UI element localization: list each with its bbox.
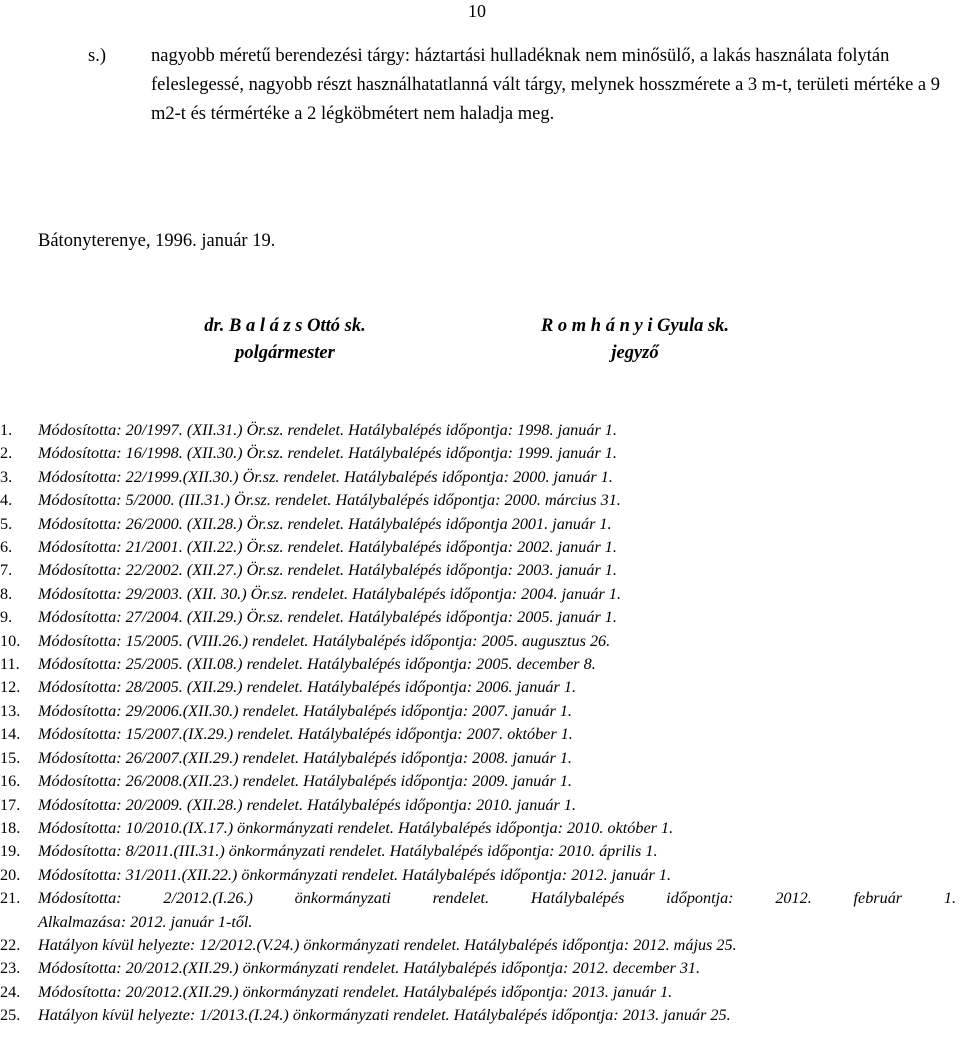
amendment-number: 18. — [0, 818, 21, 837]
item-text: nagyobb méretű berendezési tárgy: háztartási hulladéknak nem minősülő, a lakás használata folytán feleslegessé, nagyobb részt használhatatlanná vált tárgy, melynek hosszmérete a 3 m-t, területi mértéke a 9 m2-t és térmértéke a 2 légköbmétert nem haladja meg. — [151, 46, 941, 124]
amendment-text: Módosította: 20/2012.(XII.29.) önkormányzati rendelet. Hatálybalépés időpontja: 2012. december 31. — [38, 959, 701, 978]
signature-role: polgármester — [235, 343, 335, 363]
amendment-text: Módosította: 29/2006.(XII.30.) rendelet. Hatálybalépés időpontja: 2007. január 1. — [38, 701, 572, 720]
amendment-text: Hatályon kívül helyezte: 12/2012.(V.24.) önkormányzati rendelet. Hatálybalépés időpontja: 2012. május 25. — [38, 935, 737, 954]
amendment-item — [0, 723, 960, 746]
amendment-number: 17. — [0, 795, 21, 814]
item-marker: s.) — [88, 46, 106, 66]
amendment-text: Módosította: 22/1999.(XII.30.) Ör.sz. rendelet. Hatálybalépés időpontja: 2000. január 1. — [38, 467, 613, 486]
amendment-text: Módosította: 29/2003. (XII. 30.) Ör.sz. rendelet. Hatálybalépés időpontja: 2004. január 1. — [38, 584, 621, 603]
amendment-item — [0, 747, 960, 770]
amendment-number: 16. — [0, 772, 21, 791]
signature-name: dr. B a l á z s Ottó sk. — [204, 316, 366, 336]
amendment-text: Módosította: 26/2000. (XII.28.) Ör.sz. rendelet. Hatálybalépés időpontja 2001. január 1. — [38, 514, 612, 533]
amendment-text: Módosította: 22/2002. (XII.27.) Ör.sz. rendelet. Hatálybalépés időpontja: 2003. január 1. — [38, 561, 617, 580]
amendment-number: 11. — [0, 655, 20, 674]
amendment-text: Módosította: 31/2011.(XII.22.) önkormányzati rendelet. Hatálybalépés időpontja: 2012. január 1. — [38, 865, 672, 884]
amendment-number: 19. — [0, 842, 21, 861]
amendment-item — [0, 676, 960, 699]
amendment-number: 24. — [0, 982, 21, 1001]
amendment-text: Módosította: 20/2009. (XII.28.) rendelet. Hatálybalépés időpontja: 2010. január 1. — [38, 795, 577, 814]
amendment-number: 8. — [0, 584, 13, 603]
place-and-date: Bátonyterenye, 1996. január 19. — [38, 231, 276, 251]
amendment-number: 23. — [0, 959, 21, 978]
amendment-number: 1. — [0, 421, 13, 439]
signature-role: jegyző — [611, 343, 659, 363]
amendment-list — [0, 419, 960, 1028]
amendment-number: 7. — [0, 561, 13, 580]
amendment-text: Módosította: 28/2005. (XII.29.) rendelet. Hatálybalépés időpontja: 2006. január 1. — [38, 678, 577, 697]
amendment-continuation: Alkalmazása: 2012. január 1-től. — [38, 912, 253, 931]
amendment-number: 2. — [0, 444, 13, 463]
amendment-number: 22. — [0, 935, 21, 954]
amendment-item — [0, 700, 960, 723]
amendment-item — [0, 419, 960, 442]
amendment-number: 25. — [0, 1006, 21, 1025]
amendment-text: Módosította: 26/2007.(XII.29.) rendelet. Hatálybalépés időpontja: 2008. január 1. — [38, 748, 572, 767]
amendment-text: Módosította: 20/2012.(XII.29.) önkormányzati rendelet. Hatálybalépés időpontja: 2013. január 1. — [38, 982, 673, 1001]
amendment-item — [0, 489, 960, 512]
amendment-number: 15. — [0, 748, 21, 767]
amendment-text: Módosította: 27/2004. (XII.29.) Ör.sz. rendelet. Hatálybalépés időpontja: 2005. január 1. — [38, 608, 617, 627]
amendment-item — [0, 981, 960, 1004]
page-number: 10 — [468, 1, 486, 21]
amendment-item — [0, 887, 960, 934]
amendment-number: 4. — [0, 491, 13, 510]
amendment-item — [0, 583, 960, 606]
amendment-item — [0, 466, 960, 489]
amendment-text: Módosította: 10/2010.(IX.17.) önkormányzati rendelet. Hatálybalépés időpontja: 2010. október 1. — [38, 818, 674, 837]
amendment-item — [0, 840, 960, 863]
amendment-number: 20. — [0, 865, 21, 884]
amendment-item — [0, 536, 960, 559]
amendment-item — [0, 794, 960, 817]
amendment-number: 6. — [0, 538, 13, 557]
amendment-item — [0, 934, 960, 957]
amendment-number: 10. — [0, 631, 21, 650]
amendment-number: 3. — [0, 467, 13, 486]
amendment-number: 14. — [0, 725, 21, 744]
signature-name: R o m h á n y i Gyula sk. — [540, 316, 730, 336]
amendment-text: Módosította: 21/2001. (XII.22.) Ör.sz. rendelet. Hatálybalépés időpontja: 2002. január 1. — [38, 538, 617, 557]
amendment-number: 13. — [0, 701, 21, 720]
amendment-text: Módosította: 16/1998. (XII.30.) Ör.sz. rendelet. Hatálybalépés időpontja: 1999. január 1. — [38, 444, 617, 463]
amendment-item — [0, 630, 960, 653]
amendment-item — [0, 957, 960, 980]
amendment-item — [0, 817, 960, 840]
amendment-item — [0, 513, 960, 536]
signature-mayor — [160, 313, 410, 367]
amendment-item — [0, 559, 960, 582]
amendment-item — [0, 770, 960, 793]
amendment-text: Módosította: 25/2005. (XII.08.) rendelet. Hatálybalépés időpontja: 2005. december 8. — [38, 655, 596, 674]
amendment-item — [0, 1004, 960, 1027]
amendment-number: 12. — [0, 678, 21, 697]
amendment-text: Módosította: 8/2011.(III.31.) önkormányzati rendelet. Hatálybalépés időpontja: 2010. április 1. — [38, 842, 658, 861]
amendment-number: 9. — [0, 608, 13, 627]
amendment-item — [0, 606, 960, 629]
definition-item-s — [88, 42, 960, 129]
amendment-item — [0, 864, 960, 887]
amendment-item — [0, 442, 960, 465]
amendment-text: Módosította: 20/1997. (XII.31.) Ör.sz. rendelet. Hatálybalépés időpontja: 1998. január 1. — [38, 421, 617, 439]
amendment-number: 5. — [0, 514, 13, 533]
amendment-item — [0, 653, 960, 676]
amendment-text: Módosította: 15/2007.(IX.29.) rendelet. Hatálybalépés időpontja: 2007. október 1. — [38, 725, 573, 744]
amendment-text: Módosította: 26/2008.(XII.23.) rendelet. Hatálybalépés időpontja: 2009. január 1. — [38, 772, 572, 791]
amendment-text: Módosította: 5/2000. (III.31.) Ör.sz. rendelet. Hatálybalépés időpontja: 2000. március 31. — [38, 491, 621, 510]
amendment-text: Módosította: 15/2005. (VIII.26.) rendelet. Hatálybalépés időpontja: 2005. augusztus 26. — [38, 631, 611, 650]
amendment-text: Hatályon kívül helyezte: 1/2013.(I.24.) önkormányzati rendelet. Hatálybalépés időpontja: 2013. január 25. — [38, 1006, 731, 1025]
amendment-text: Módosította: 2/2012.(I.26.) önkormányzati rendelet. Hatálybalépés időpontja: 2012. február 1. — [38, 889, 956, 908]
amendment-number: 21. — [0, 889, 21, 908]
signature-notary — [480, 313, 790, 367]
